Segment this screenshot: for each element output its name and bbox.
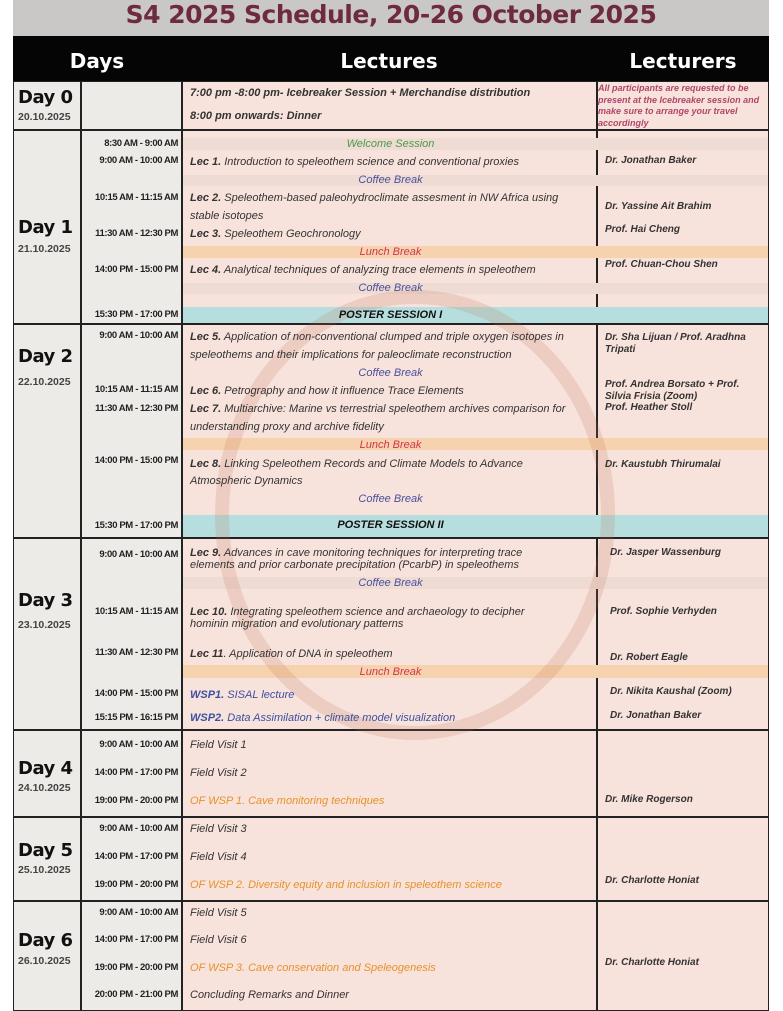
icebreaker-item: 7:00 pm -8:00 pm- Icebreaker Session + Merchandise distribution <box>190 87 531 99</box>
lecturer: Prof. Chuan-Chou Shen <box>605 259 718 270</box>
day-date: 22.10.2025 <box>18 376 71 388</box>
coffee-break: Coffee Break <box>358 367 423 379</box>
time-slot: 15:30 PM - 17:00 PM <box>94 520 178 531</box>
coffee-break: Coffee Break <box>358 577 423 589</box>
schedule-item: Concluding Remarks and Dinner <box>190 989 349 1001</box>
time-slot: 9:00 AM - 10:00 AM <box>99 155 178 166</box>
workshop-item: OF WSP 2. Diversity equity and inclusion in speleothem science <box>190 879 502 891</box>
lecturer: Dr. Jasper Wassenburg <box>610 547 721 558</box>
lecture-item: Lec 8. Linking Speleothem Records and Climate Models to Advance <box>190 458 523 470</box>
time-slot: 15:15 PM - 16:15 PM <box>94 712 178 723</box>
time-slot: 11:30 AM - 12:30 PM <box>95 228 178 239</box>
coffee-break: Coffee Break <box>358 174 423 186</box>
lecturer: Dr. Jonathan Baker <box>610 710 702 721</box>
lunch-break: Lunch Break <box>359 246 422 258</box>
day-label: Day 2 <box>18 346 73 367</box>
day-date: 24.10.2025 <box>18 782 71 794</box>
lecture-item: Lec 7. Multiarchive: Marine vs terrestrial speleothem archives comparison for <box>190 403 566 415</box>
time-slot: 14:00 PM - 17:00 PM <box>94 851 178 862</box>
lecture-item: Lec 1. Introduction to speleothem science and conventional proxies <box>190 156 519 168</box>
schedule-item: Field Visit 3 <box>190 823 247 835</box>
day-label: Day 3 <box>18 590 73 611</box>
workshop-item: WSP2. Data Assimilation + climate model visualization <box>190 712 456 724</box>
schedule-item: Field Visit 2 <box>190 767 247 779</box>
lecture-item: Lec 6. Petrography and how it influence Trace Elements <box>190 385 464 397</box>
lecture-item-cont: elements and prior carbonate precipitation (PcarbP) in speleothems <box>190 559 519 571</box>
workshop-item: OF WSP 1. Cave monitoring techniques <box>190 795 385 807</box>
lecturer: Dr. Charlotte Honiat <box>605 957 699 968</box>
day-label: Day 4 <box>18 758 73 779</box>
lecture-item: Lec 5. Application of non-conventional clumped and triple oxygen isotopes in <box>190 331 564 343</box>
time-slot: 15:30 PM - 17:00 PM <box>94 309 178 320</box>
lecturer: Dr. Jonathan Baker <box>605 155 697 166</box>
time-slot: 14:00 PM - 17:00 PM <box>94 934 178 945</box>
time-slot: 10:15 AM - 11:15 AM <box>94 606 178 617</box>
lecture-item-cont: Atmospheric Dynamics <box>190 475 303 487</box>
schedule-item: Field Visit 5 <box>190 907 247 919</box>
time-slot: 9:00 AM - 10:00 AM <box>99 739 178 750</box>
time-slot: 8:30 AM - 9:00 AM <box>104 138 178 149</box>
lecturer: Dr. Charlotte Honiat <box>605 875 699 886</box>
lecturer: Prof. Sophie Verhyden <box>610 606 717 617</box>
page-title: S4 2025 Schedule, 20-26 October 2025 <box>13 0 769 36</box>
lecture-item: Lec 10. Integrating speleothem science and archaeology to decipher <box>190 606 525 618</box>
lecture-item: Lec 9. Advances in cave monitoring techniques for interpreting trace <box>190 547 523 559</box>
day-date: 25.10.2025 <box>18 864 71 876</box>
schedule-item: Field Visit 4 <box>190 851 247 863</box>
welcome-session: Welcome Session <box>346 138 435 150</box>
lecture-item: Lec 2. Speleothem-based paleohydroclimate assesment in NW Africa using <box>190 192 559 204</box>
time-slot: 19:00 PM - 20:00 PM <box>94 962 178 973</box>
schedule-item: Field Visit 6 <box>190 934 247 946</box>
lecture-item: Lec 3. Speleothem Geochronology <box>190 228 361 240</box>
lecture-item-cont: hominin migration and evolutionary patterns <box>190 618 404 630</box>
icebreaker-note: All participants are requested to be present at the Icebreaker session and make sure to arrange your travel accordingly <box>598 83 760 128</box>
time-slot: 11:30 AM - 12:30 PM <box>95 403 178 414</box>
time-slot: 10:15 AM - 11:15 AM <box>94 384 178 395</box>
lecturer: Dr. Robert Eagle <box>610 652 688 663</box>
lecturer: Prof. Heather Stoll <box>605 402 693 413</box>
lecturer: Dr. Mike Rogerson <box>605 794 693 805</box>
time-slot: 10:15 AM - 11:15 AM <box>94 192 178 203</box>
lunch-break: Lunch Break <box>359 439 422 451</box>
lecturer: Prof. Hai Cheng <box>605 224 681 235</box>
lecturer: Dr. Kaustubh Thirumalai <box>605 459 721 470</box>
header-days: Days <box>69 49 125 73</box>
lunch-break: Lunch Break <box>359 666 422 678</box>
day-date: 26.10.2025 <box>18 955 71 967</box>
time-slot: 14:00 PM - 17:00 PM <box>94 767 178 778</box>
day-label: Day 0 <box>18 87 73 108</box>
time-slot: 14:00 PM - 15:00 PM <box>94 264 178 275</box>
day-date: 21.10.2025 <box>18 243 71 255</box>
time-slot: 9:00 AM - 10:00 AM <box>99 549 178 560</box>
time-slot: 19:00 PM - 20:00 PM <box>94 795 178 806</box>
lecture-item-cont: speleothems and their implications for paleoclimate reconstruction <box>190 349 512 361</box>
time-slot: 11:30 AM - 12:30 PM <box>95 647 178 658</box>
time-slot: 19:00 PM - 20:00 PM <box>94 879 178 890</box>
workshop-item: WSP1. SISAL lecture <box>190 689 295 701</box>
lecturer: Dr. Sha Lijuan / Prof. Aradhna Tripati <box>605 332 746 355</box>
lecture-item-cont: stable isotopes <box>190 210 264 222</box>
lecture-item: Lec 11. Application of DNA in speleothem <box>190 648 393 660</box>
coffee-break: Coffee Break <box>358 493 423 505</box>
day-date: 23.10.2025 <box>18 619 71 631</box>
lecture-item-cont: understanding proxy and archive fidelity <box>190 421 384 433</box>
lecture-item: Lec 4. Analytical techniques of analyzing trace elements in speleothem <box>190 264 536 276</box>
time-slot: 9:00 AM - 10:00 AM <box>99 330 178 341</box>
time-slot: 20:00 PM - 21:00 PM <box>94 989 178 1000</box>
header-lecturers: Lecturers <box>629 49 737 73</box>
time-slot: 9:00 AM - 10:00 AM <box>99 823 178 834</box>
lecturer: Dr. Nikita Kaushal (Zoom) <box>610 686 732 697</box>
poster-session: POSTER SESSION II <box>337 519 444 531</box>
time-slot: 14:00 PM - 15:00 PM <box>94 455 178 466</box>
time-slot: 9:00 AM - 10:00 AM <box>99 907 178 918</box>
poster-session: POSTER SESSION I <box>338 309 443 321</box>
schedule-item: Field Visit 1 <box>190 739 247 751</box>
day-label: Day 1 <box>18 217 73 238</box>
lecturer: Prof. Andrea Borsato + Prof. Silvia Frisia (Zoom) <box>605 379 740 402</box>
header-lectures: Lectures <box>340 49 438 73</box>
day-label: Day 5 <box>18 840 73 861</box>
day-label: Day 6 <box>18 930 73 951</box>
coffee-break: Coffee Break <box>358 282 423 294</box>
time-slot: 14:00 PM - 15:00 PM <box>94 688 178 699</box>
dinner-item: 8:00 pm onwards: Dinner <box>190 110 322 122</box>
workshop-item: OF WSP 3. Cave conservation and Speleogenesis <box>190 962 436 974</box>
table-header <box>13 36 769 81</box>
lecturer: Dr. Yassine Ait Brahim <box>605 201 712 212</box>
day-date: 20.10.2025 <box>18 111 71 123</box>
